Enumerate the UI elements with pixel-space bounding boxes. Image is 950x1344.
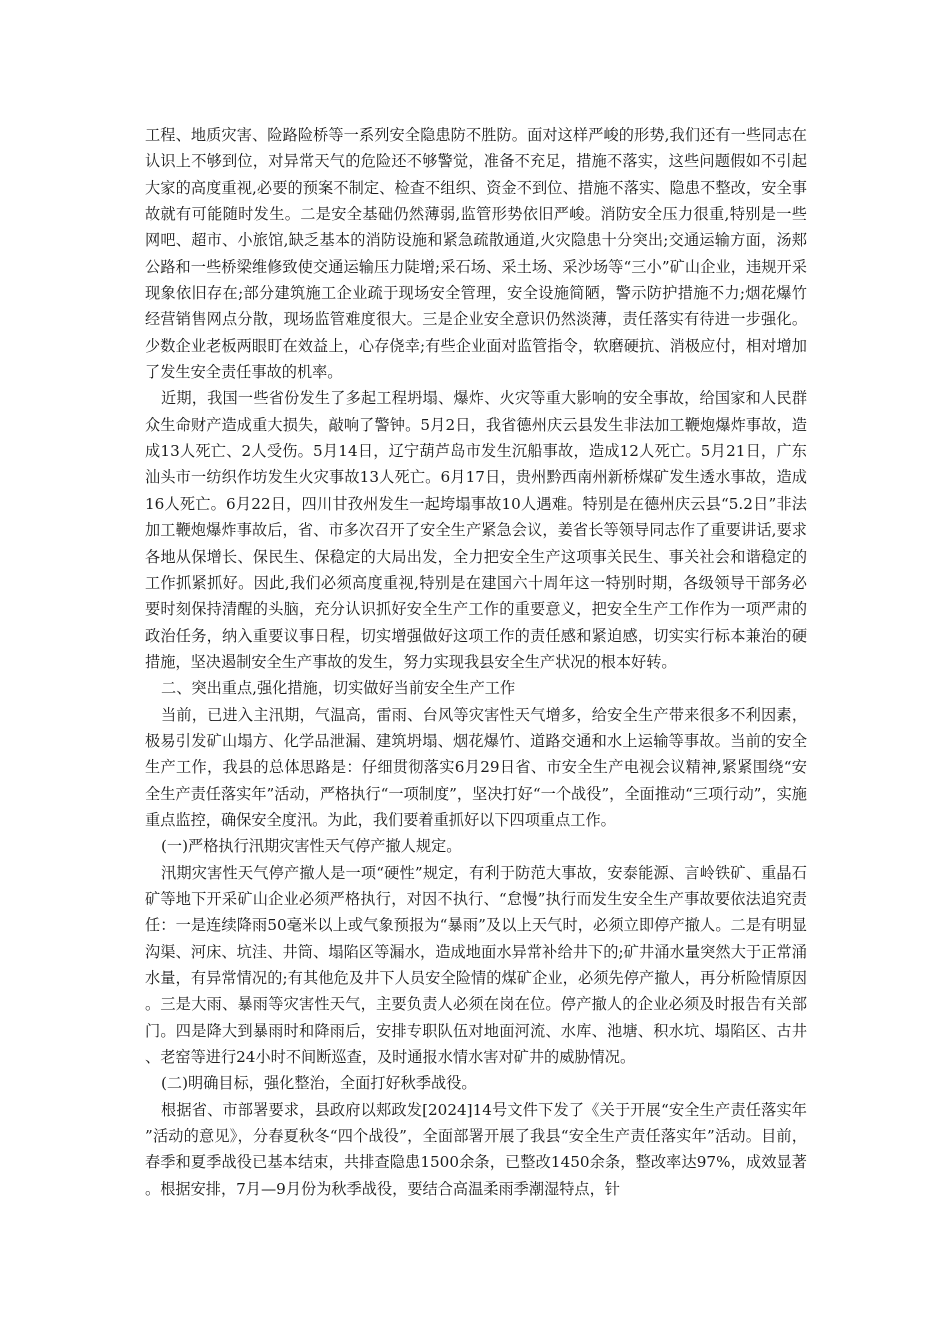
paragraph-autumn-campaign: 根据省、市部署要求，县政府以郏政发[2024]14号文件下发了《关于开展“安全生产责任落实年”活动的意见》，分春夏秋冬“四个战役”，全面部署开展了我县“安全生产责任落实年”活动。目前，春季和夏季战役已基本结束，共排查隐患1500余条，已整改1450余条，整改率达97%，成效显著。根据安排，7月—9月份为秋季战役，要结合高温柔雨季潮湿特点，针 xyxy=(145,1100,807,1198)
subheading-1: (一)严格执行汛期灾害性天气停产撤人规定。 xyxy=(161,837,462,856)
paragraph-current-work: 当前，已进入主汛期，气温高，雷雨、台风等灾害性天气增多，给安全生产带来很多不利因素，极易引发矿山塌方、化学品泄漏、建筑坍塌、烟花爆竹、道路交通和水上运输等事故。当前的安全生产工作，我县的总体思路是：仔细贯彻落实6月29日省、市安全生产电视会议精神,紧紧围绕“安全生产责任落实年”活动，严格执行“一项制度”，坚决打好“一个战役”，全面推动“三项行动”，实施重点监控，确保安全度汛。为此，我们要着重抓好以下四项重点工作。 xyxy=(145,705,807,829)
paragraph-flood-rules: 汛期灾害性天气停产撤人是一项“硬性”规定，有利于防范大事故，安泰能源、言岭铁矿、重晶石矿等地下开采矿山企业必须严格执行，对因不执行、“怠慢”执行而发生安全生产事故要依法追究责任：一是连续降雨50毫米以上或气象预报为“暴雨”及以上天气时，必须立即停产撤人。二是有明显沟渠、河床、坑洼、井筒、塌陷区等漏水，造成地面水异常补给井下的;矿井涌水量突然大于正常涌水量，有异常情况的;有其他危及井下人员安全险情的煤矿企业，必须先停产撤人，再分析险情原因。三是大雨、暴雨等灾害性天气，主要负责人必须在岗在位。停产撤人的企业必须及时报告有关部门。四是降大到暴雨时和降雨后，安排专职队伍对地面河流、水库、池塘、积水坑、塌陷区、古井、老窑等进行24小时不间断巡查，及时通报水情水害对矿井的威胁情况。 xyxy=(145,863,807,1067)
paragraph-recent-accidents: 近期，我国一些省份发生了多起工程坍塌、爆炸、火灾等重大影响的安全事故，给国家和人民群众生命财产造成重大损失，敲响了警钟。5月2日，我省德州庆云县发生非法加工鞭炮爆炸事故，造成13人死亡、2人受伤。5月14日，辽宁葫芦岛市发生沉船事故，造成12人死亡。5月21日，广东汕头市一纺织作坊发生火灾事故13人死亡。6月17日，贵州黔西南州新桥煤矿发生透水事故，造成16人死亡。6月22日，四川甘孜州发生一起垮塌事故10人遇难。特别是在德州庆云县“5.2日”非法加工鞭炮爆炸事故后，省、市多次召开了安全生产紧急会议，姜省长等领导同志作了重要讲话,要求各地从保增长、保民生、保稳定的大局出发，全力把安全生产这项事关民生、事关社会和谐稳定的工作抓紧抓好。因此,我们必须高度重视,特别是在建国六十周年这一特别时期，各级领导干部务必要时刻保持清醒的头脑，充分认识抓好安全生产工作的重要意义，把安全生产工作作为一项严肃的政治任务，纳入重要议事日程，切实增强做好这项工作的责任感和紧迫感，切实实行标本兼治的硬措施，坚决遏制安全生产事故的发生，努力实现我县安全生产状况的根本好转。 xyxy=(145,389,807,671)
section-heading-2: 二、突出重点,强化措施，切实做好当前安全生产工作 xyxy=(161,679,516,698)
document-page xyxy=(145,122,807,1202)
subheading-2: (二)明确目标，强化整治，全面打好秋季战役。 xyxy=(161,1074,477,1093)
paragraph-continued: 工程、地质灾害、险路险桥等一系列安全隐患防不胜防。面对这样严峻的形势,我们还有一些同志在认识上不够到位，对异常天气的危险还不够警觉，准备不充足，措施不落实，这些问题假如不引起大家的高度重视,必要的预案不制定、检查不组织、资金不到位、措施不落实、隐患不整改，安全事故就有可能随时发生。二是安全基础仍然薄弱,监管形势依旧严峻。消防安全压力很重,特别是一些网吧、超市、小旅馆,缺乏基本的消防设施和紧急疏散通道,火灾隐患十分突出;交通运输方面，汤郏公路和一些桥梁维修致使交通运输压力陡增;采石场、采土场、采沙场等“三小”矿山企业，违规开采现象依旧存在;部分建筑施工企业疏于现场安全管理，安全设施简陋，警示防护措施不力;烟花爆竹经营销售网点分散，现场监管难度很大。三是企业安全意识仍然淡薄，责任落实有待进一步强化。少数企业老板两眼盯在效益上，心存侥幸;有些企业面对监管指令，软磨硬抗、消极应付，相对增加了发生安全责任事故的机率。 xyxy=(145,126,807,382)
